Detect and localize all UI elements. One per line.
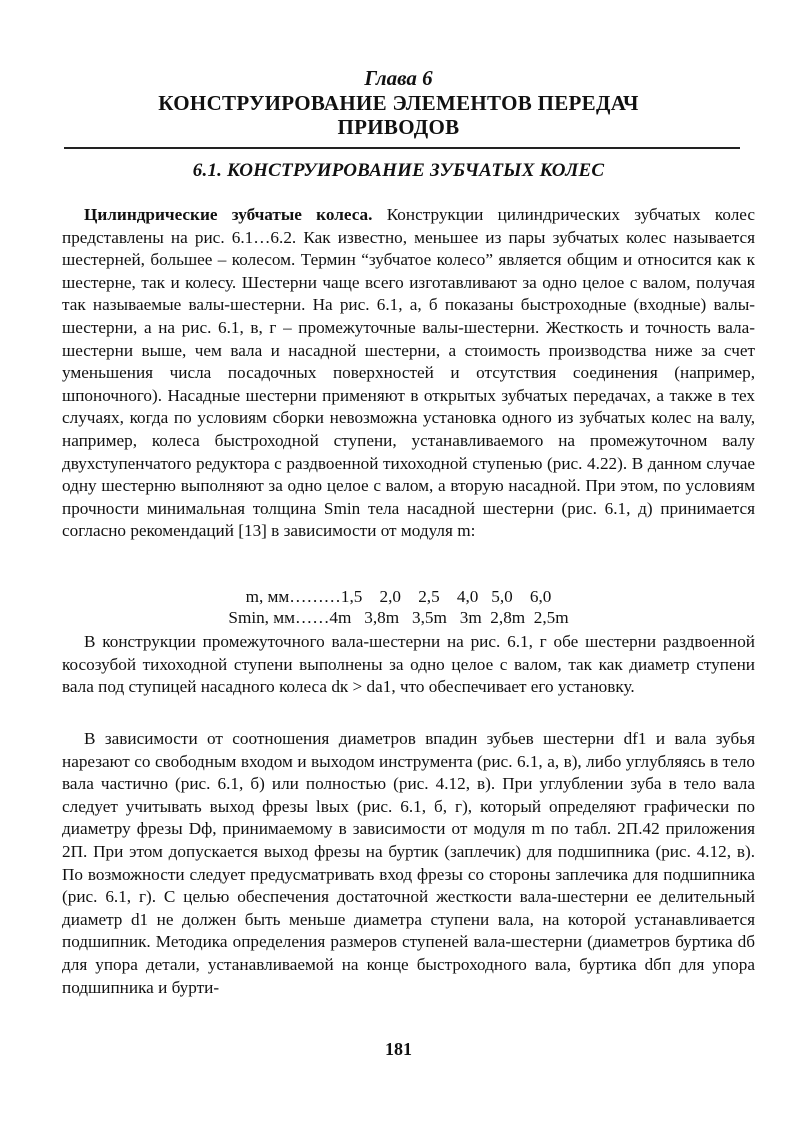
paragraph-1-lead: Цилиндрические зубчатые колеса. [84,205,373,224]
chapter-divider [64,147,740,149]
chapter-title-line1: КОНСТРУИРОВАНИЕ ЭЛЕМЕНТОВ ПЕРЕДАЧ [158,91,639,115]
paragraph-1-text: Конструкции цилиндрических зубчатых колес представлены на рис. 6.1…6.2. Как известно, меньшее из пары зубчатых колес называется шестерней, большее – колесом. Термин “зубчатое колесо” является общим и относится как к шестерне, так и колесу. Шестерни чаще всего изготавливают за одно целое с валом, получая так называемые валы-шестерни. На рис. 6.1, а, б показаны быстроходные (входные) валы-шестерни, а на рис. 6.1, в, г – промежуточные валы-шестерни. Жесткость и точность вала-шестерни выше, чем вала и насадной шестерни, а стоимость производства ниже за счет уменьшения числа посадочных поверхностей и отсутствия соединения (например, шпоночного). Насадные шестерни применяют в открытых зубчатых передачах, а также в тех случаях, когда по условиям сборки невозможна установка одного из зубчатых колес на валу, например, колеса быстроходной ступени, устанавливаемого на промежуточном валу двухступенчатого редуктора с раздвоенной тихоходной ступенью (рис. 4.22). В данном случае одну шестерню выполняют за одно целое с валом, а вторую насадной. При этом, по условиям прочности минимальная толщина Smin тела насадной шестерни (рис. 6.1, д) принимается согласно рекомендаций [13] в зависимости от модуля m: [62,205,755,541]
chapter-label: Глава 6 [364,66,433,90]
module-table-row-2: Smin, мм……4m 3,8m 3,5m 3m 2,8m 2,5m [228,608,569,627]
section-title: 6.1. КОНСТРУИРОВАНИЕ ЗУБЧАТЫХ КОЛЕС [192,160,605,181]
paragraph-3: В зависимости от соотношения диаметров впадин зубьев шестерни df1 и вала зубья нарезают со свободным входом и выходом инструмента (рис. 6.1, а, в), либо углубляясь в тело вала частично (рис. 6.1, б) или полностью (рис. 4.12, в). При углублении зуба в тело вала следует учитывать выход фрезы lвых (рис. 6.1, б, г), который определяют графически по диаметру фрезы Dф, принимаемому в зависимости от модуля m по табл. 2П.42 приложения 2П. При этом допускается выход фрезы на буртик (заплечик) для подшипника (рис. 4.12, в). По возможности следует предусматривать вход фрезы со стороны заплечика для подшипника (рис. 6.1, г). С целью обеспечения достаточной жесткости вала-шестерни ее делительный диаметр d1 не должен быть меньше диаметра ступени вала, на которой устанавливается подшипник. Методика определения размеров ступеней вала-шестерни (диаметров буртика dб для упора детали, устанавливаемой на конце быстроходного вала, буртика dбп для упора подшипника и бурти- [62,729,755,997]
chapter-title-line2: ПРИВОДОВ [337,115,460,139]
paragraph-1 [62,204,755,543]
module-table-row-1: m, мм………1,5 2,0 2,5 4,0 5,0 6,0 [245,587,552,606]
page-number: 181 [385,1039,412,1059]
paragraph-2: В конструкции промежуточного вала-шестерни на рис. 6.1, г обе шестерни раздвоенной косозубой тихоходной ступени выполнены за одно целое с валом, так как диаметр ступени вала под ступицей насадного колеса dк > da1, что обеспечивает его установку. [62,632,755,697]
